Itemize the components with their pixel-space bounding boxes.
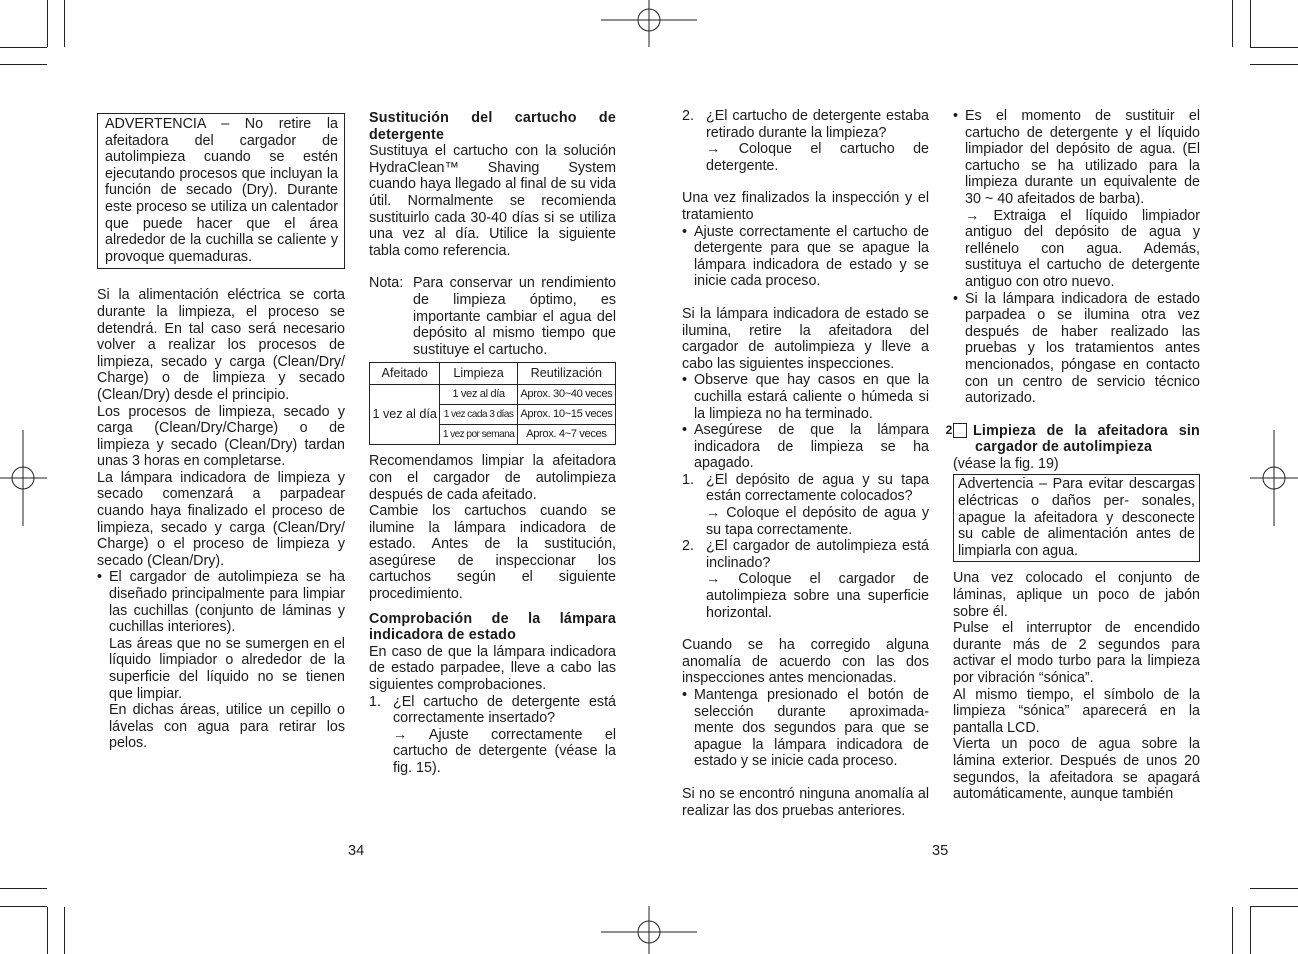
item-text: ¿El depósito de agua y su tapa están correctamente colocados? [706, 471, 929, 505]
table-header: Limpieza [440, 363, 517, 385]
item-number: 1. [682, 471, 694, 488]
bullet-item: • Asegúrese de que la lámpara indicadora de limpieza se ha apagado. [682, 422, 929, 472]
paragraph: Si la lámpara indicadora de estado se ilumina, retire la afeitadora del cargador de autolimpieza y lleve a cabo las siguientes inspecciones. [682, 305, 929, 372]
warning-text: Advertencia – Para evitar descargas eléctricas o daños per- sonales, apague la afeitadora y desconecte su cable de alimentación antes de limpiarla con agua. [958, 476, 1195, 559]
paragraph: Una vez finalizados la inspección y el tratamiento [682, 190, 929, 223]
item-action: → Ajuste correctamente el cartucho de detergente (véase la fig. 15). [393, 726, 616, 776]
table-header: Afeitado [370, 363, 440, 385]
warning-box [97, 113, 345, 269]
section-heading-text: Limpieza de la afeitadora sin cargador de autolimpieza [973, 422, 1200, 456]
warning-text: ADVERTENCIA – No retire la afeitadora del cargador de autolimpieza cuando se estén ejecutando procesos que incluyan la función de secado (Dry). Durante este proceso se utiliza un calentador que puede hacer que el área alrededor de la cuchilla se caliente y provoque quemaduras. [105, 116, 338, 265]
note [369, 275, 616, 358]
paragraph: Si la alimentación eléctrica se corta durante la limpieza, el proceso se detendrá. En tal caso será necesario volver a realizar los procesos de limpieza, secado y carga (Clean/Dry/ Charge) o de limpieza y secado (Clean/Dry) desde el principio. [97, 287, 345, 403]
paragraph: Al mismo tiempo, el símbolo de la limpieza “sónica” aparecerá en la pantalla LCD. [953, 686, 1200, 736]
bullet-item: • Mantenga presionado el botón de selección durante aproximada- mente dos segundos para que se apague la lámpara indicadora de estado y se inicie cada proceso. [682, 687, 929, 770]
item-action: → Coloque el depósito de agua y su tapa correctamente. [706, 505, 929, 538]
item-text: ¿El cartucho de detergente está correctamente insertado? [393, 693, 616, 727]
paragraph: Vierta un poco de agua sobre la lámina exterior. Después de unos 20 segundos, la afeitadora se apagará automáticamente, aunque también [953, 736, 1200, 803]
page-number: 34 [348, 843, 365, 859]
note-label: Nota: [369, 275, 404, 292]
paragraph: Recomendamos limpiar la afeitadora con el cargador de autolimpieza después de cada afeitado. [369, 453, 616, 503]
column-4 [945, 108, 1200, 803]
paragraph: La lámpara indicadora de limpieza y secado comenzará a parpadear cuando haya finalizado el proceso de limpieza, secado y carga (Clean/Dry/ Charge) o el proceso de limpieza y secado (Clean/Dry). [97, 469, 345, 569]
column-2 [369, 110, 616, 777]
paragraph: Sustituya el cartucho con la solución HydraClean™ Shaving System cuando haya llegado al final de su vida útil. Normalmente se recomienda sustituirlo cada 30-40 días si se utiliza una vez al día. Utilice la siguiente tabla como referencia. [369, 143, 616, 259]
paragraph: Cuando se ha corregido alguna anomalía de acuerdo con las dos inspecciones antes mencionadas. [682, 637, 929, 687]
registration-mark-left [0, 430, 48, 526]
table-row [370, 385, 616, 405]
column-1 [97, 113, 345, 752]
bullet-continuation: En dichas áreas, utilice un cepillo o lávelas con agua para retirar los pelos. [109, 702, 345, 752]
table-cell: 1 vez al día [370, 385, 440, 445]
item-action: → Coloque el cartucho de detergente. [706, 141, 929, 174]
table-cell: 1 vez cada 3 días [440, 405, 517, 425]
bullet-continuation: → Extraiga el líquido limpiador antiguo del depósito de agua y rellénelo con agua. Además, sustituya el cartucho de detergente antiguo con otro nuevo. [965, 207, 1200, 290]
table-header: Reutilización [517, 363, 615, 385]
section-heading: Sustitución del cartucho de detergente [369, 110, 616, 143]
numbered-item [682, 108, 929, 174]
bullet-item: • Es el momento de sustituir el cartucho de detergente y el líquido limpiador del depósito de agua. (El cartucho se ha utilizado para la limpieza durante un equivalente de 30 ~ 40 afeitados de barba). [953, 108, 1200, 208]
numbered-item [682, 472, 929, 538]
figure-reference: (véase la fig. 19) [953, 455, 1059, 472]
paragraph: Si no se encontró ninguna anomalía al realizar las dos pruebas anteriores. [682, 785, 929, 819]
section-heading [945, 422, 1200, 456]
paragraph: Los procesos de limpieza, secado y carga (Clean/Dry/Charge) o de limpieza y secado (Clean/Dry) tardan unas 3 horas en completarse. [97, 403, 345, 470]
paragraph: En caso de que la lámpara indicadora de estado parpadee, lleve a cabo las siguientes comprobaciones. [369, 643, 616, 694]
warning-box [953, 474, 1200, 562]
item-text: ¿El cargador de autolimpieza está inclinado? [706, 538, 929, 571]
item-number: 2. [682, 108, 694, 124]
bullet-item: • Si la lámpara indicadora de estado parpadea o se ilumina otra vez después de haber realizado las pruebas y los tratamientos antes mencionados, póngase en contacto con un centro de servicio técnico autorizado. [953, 291, 1200, 407]
item-number: 2. [682, 538, 694, 555]
numbered-item [682, 538, 929, 621]
numbered-item [369, 694, 616, 777]
paragraph: Una vez colocado el conjunto de láminas, aplique un poco de jabón sobre él. [953, 570, 1200, 620]
cartridge-table [369, 362, 616, 445]
registration-mark-bottom [601, 906, 697, 954]
page-number: 35 [932, 843, 949, 859]
bullet-item: • El cargador de autolimpieza se ha diseñado principalmente para limpiar las cuchillas (conjunto de láminas y cuchillas interiores). [97, 569, 345, 635]
table-cell: 1 vez al día [440, 385, 517, 405]
table-cell: Aprox. 10~15 veces [517, 405, 615, 425]
paragraph: Cambie los cartuchos cuando se ilumine la lámpara indicadora de estado. Antes de la sustitución, asegúrese de inspeccionar los cartuchos según el siguiente procedimiento. [369, 503, 616, 603]
table-cell: 1 vez por semana [440, 425, 517, 445]
registration-mark-right [1250, 430, 1298, 526]
item-number: 1. [369, 693, 381, 710]
bullet-item: • Observe que hay casos en que la cuchilla estará caliente o húmeda si la limpieza no ha terminado. [682, 372, 929, 422]
table-cell: Aprox. 4~7 veces [517, 425, 615, 445]
section-heading: Comprobación de la lámpara indicadora de estado [369, 610, 616, 644]
registration-mark-top [601, 0, 697, 48]
table-cell: Aprox. 30~40 veces [517, 385, 615, 405]
item-text: ¿El cartucho de detergente estaba retirado durante la limpieza? [706, 108, 929, 141]
bullet-item: • Ajuste correctamente el cartucho de detergente para que se apague la lámpara indicadora de estado y se inicie cada proceso. [682, 224, 929, 290]
section-number-box: 2 [953, 423, 967, 438]
note-text: Para conservar un rendimiento de limpieza óptimo, es importante cambiar el agua del depósito al mismo tiempo que sustituye el cartucho. [413, 275, 616, 358]
item-action: → Coloque el cargador de autolimpieza sobre una superficie horizontal. [706, 571, 929, 621]
column-3 [682, 108, 929, 819]
bullet-continuation: Las áreas que no se sumergen en el líquido limpiador o alrededor de la superficie del líquido no se tienen que limpiar. [109, 635, 345, 702]
paragraph: Pulse el interruptor de encendido durante más de 2 segundos para activar el modo turbo para la limpieza por vibración “sónica”. [953, 620, 1200, 686]
